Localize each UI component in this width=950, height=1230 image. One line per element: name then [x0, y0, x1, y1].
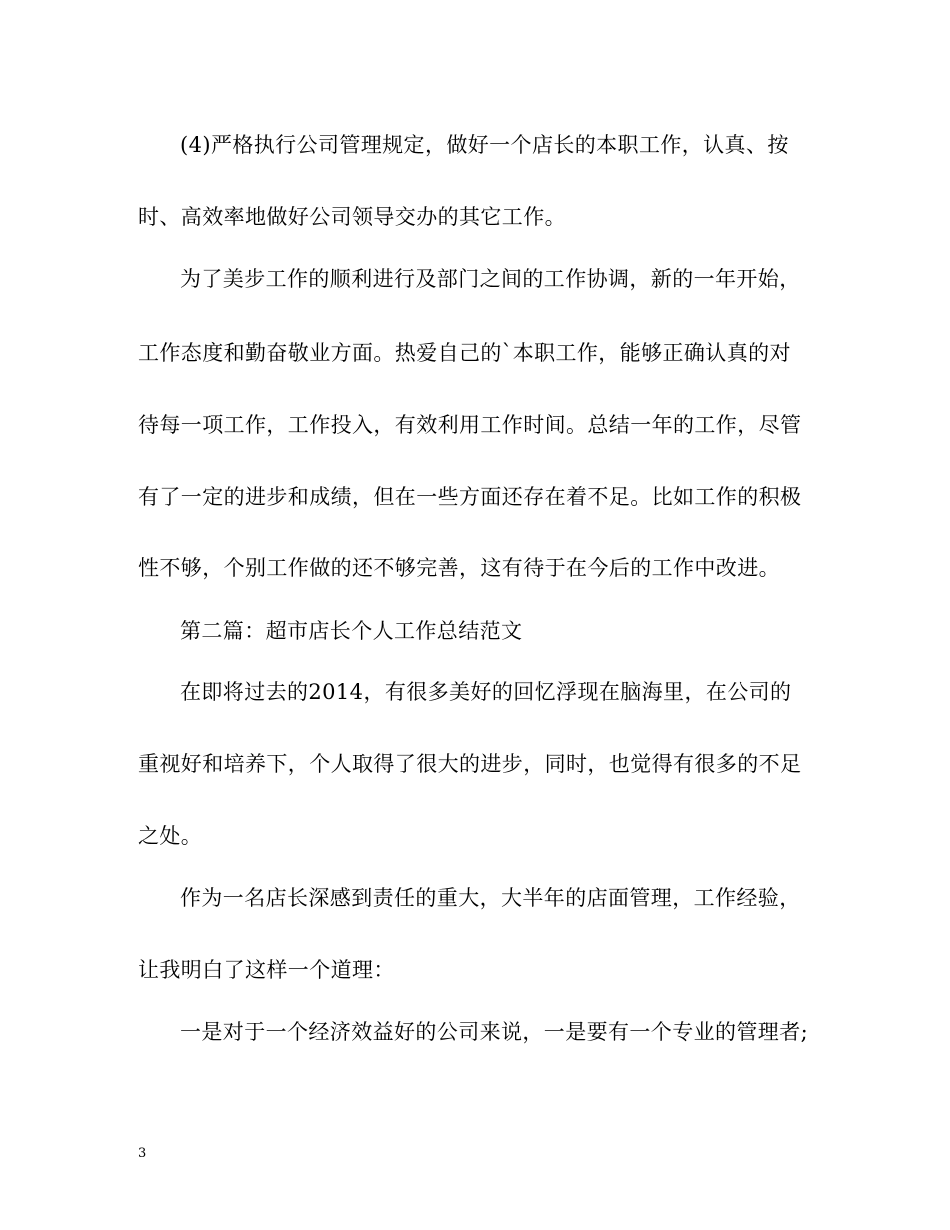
- paragraph-line: 有了一定的进步和成绩，但在一些方面还存在着不足。比如工作的积极: [138, 485, 802, 509]
- paragraph-line: 作为一名店长深感到责任的重大，大半年的店面管理，工作经验，: [180, 886, 801, 910]
- section-heading: 第二篇：超市店长个人工作总结范文: [180, 619, 523, 643]
- paragraph-line: 时、高效率地做好公司领导交办的其它工作。: [138, 205, 566, 229]
- paragraph-line: 一是对于一个经济效益好的公司来说，一是要有一个专业的管理者;: [180, 1020, 809, 1044]
- paragraph-line: 为了美步工作的顺利进行及部门之间的工作协调，新的一年开始，: [180, 267, 801, 291]
- paragraph-line: 性不够，个别工作做的还不够完善，这有待于在今后的工作中改进。: [138, 556, 780, 580]
- paragraph-line: 重视好和培养下，个人取得了很大的进步，同时，也觉得有很多的不足: [138, 752, 802, 776]
- paragraph-line: 在即将过去的2014，有很多美好的回忆浮现在脑海里，在公司的: [180, 680, 792, 704]
- paragraph-line: 工作态度和勤奋敬业方面。热爱自己的`本职工作，能够正确认真的对: [138, 341, 791, 365]
- paragraph-line: (4)严格执行公司管理规定，做好一个店长的本职工作，认真、按: [180, 133, 789, 157]
- page-number: 3: [138, 1146, 147, 1161]
- paragraph-line: 待每一项工作，工作投入，有效利用工作时间。总结一年的工作，尽管: [138, 413, 802, 437]
- paragraph-line: 之处。: [138, 824, 203, 848]
- paragraph-line: 让我明白了这样一个道理：: [138, 958, 395, 982]
